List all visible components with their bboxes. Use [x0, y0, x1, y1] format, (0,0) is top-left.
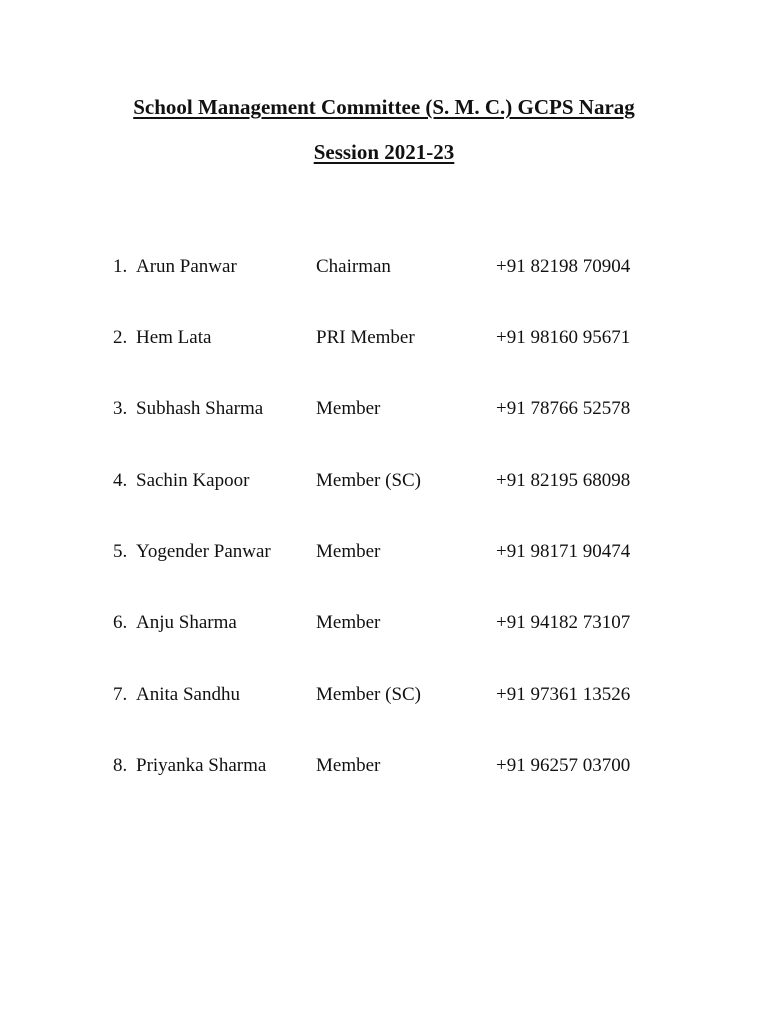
member-row	[0, 539, 768, 565]
member-number: 1.	[113, 256, 128, 277]
member-number: 7.	[113, 684, 128, 705]
member-phone: +91 82198 70904	[496, 256, 631, 277]
member-number: 8.	[113, 755, 128, 776]
document-title: School Management Committee (S. M. C.) GCPS Narag	[133, 95, 635, 119]
member-number: 3.	[113, 398, 128, 419]
member-row	[0, 682, 768, 708]
session-title: Session 2021-23	[313, 140, 455, 164]
member-name: Anju Sharma	[136, 612, 237, 633]
member-number: 4.	[113, 470, 128, 491]
member-number: 2.	[113, 327, 128, 348]
member-row	[0, 396, 768, 422]
member-phone: +91 98160 95671	[496, 327, 631, 348]
member-row	[0, 610, 768, 636]
member-role: Chairman	[316, 256, 391, 277]
member-name: Sachin Kapoor	[136, 470, 250, 491]
member-phone: +91 94182 73107	[496, 612, 631, 633]
member-phone: +91 96257 03700	[496, 755, 631, 776]
member-name: Arun Panwar	[136, 256, 237, 277]
member-name: Subhash Sharma	[136, 398, 264, 419]
member-number: 6.	[113, 612, 128, 633]
member-role: Member	[316, 755, 381, 776]
member-row	[0, 325, 768, 351]
member-phone: +91 98171 90474	[496, 541, 631, 562]
member-name: Hem Lata	[136, 327, 212, 348]
member-role: PRI Member	[316, 327, 415, 348]
member-name: Priyanka Sharma	[136, 755, 267, 776]
member-phone: +91 97361 13526	[496, 684, 631, 705]
member-number: 5.	[113, 541, 128, 562]
member-name: Yogender Panwar	[136, 541, 271, 562]
member-row	[0, 254, 768, 280]
member-row	[0, 753, 768, 779]
member-phone: +91 78766 52578	[496, 398, 631, 419]
member-role: Member (SC)	[316, 470, 422, 491]
member-role: Member (SC)	[316, 684, 422, 705]
member-name: Anita Sandhu	[136, 684, 240, 705]
member-role: Member	[316, 612, 381, 633]
member-role: Member	[316, 398, 381, 419]
member-row	[0, 468, 768, 494]
member-role: Member	[316, 541, 381, 562]
member-phone: +91 82195 68098	[496, 470, 631, 491]
